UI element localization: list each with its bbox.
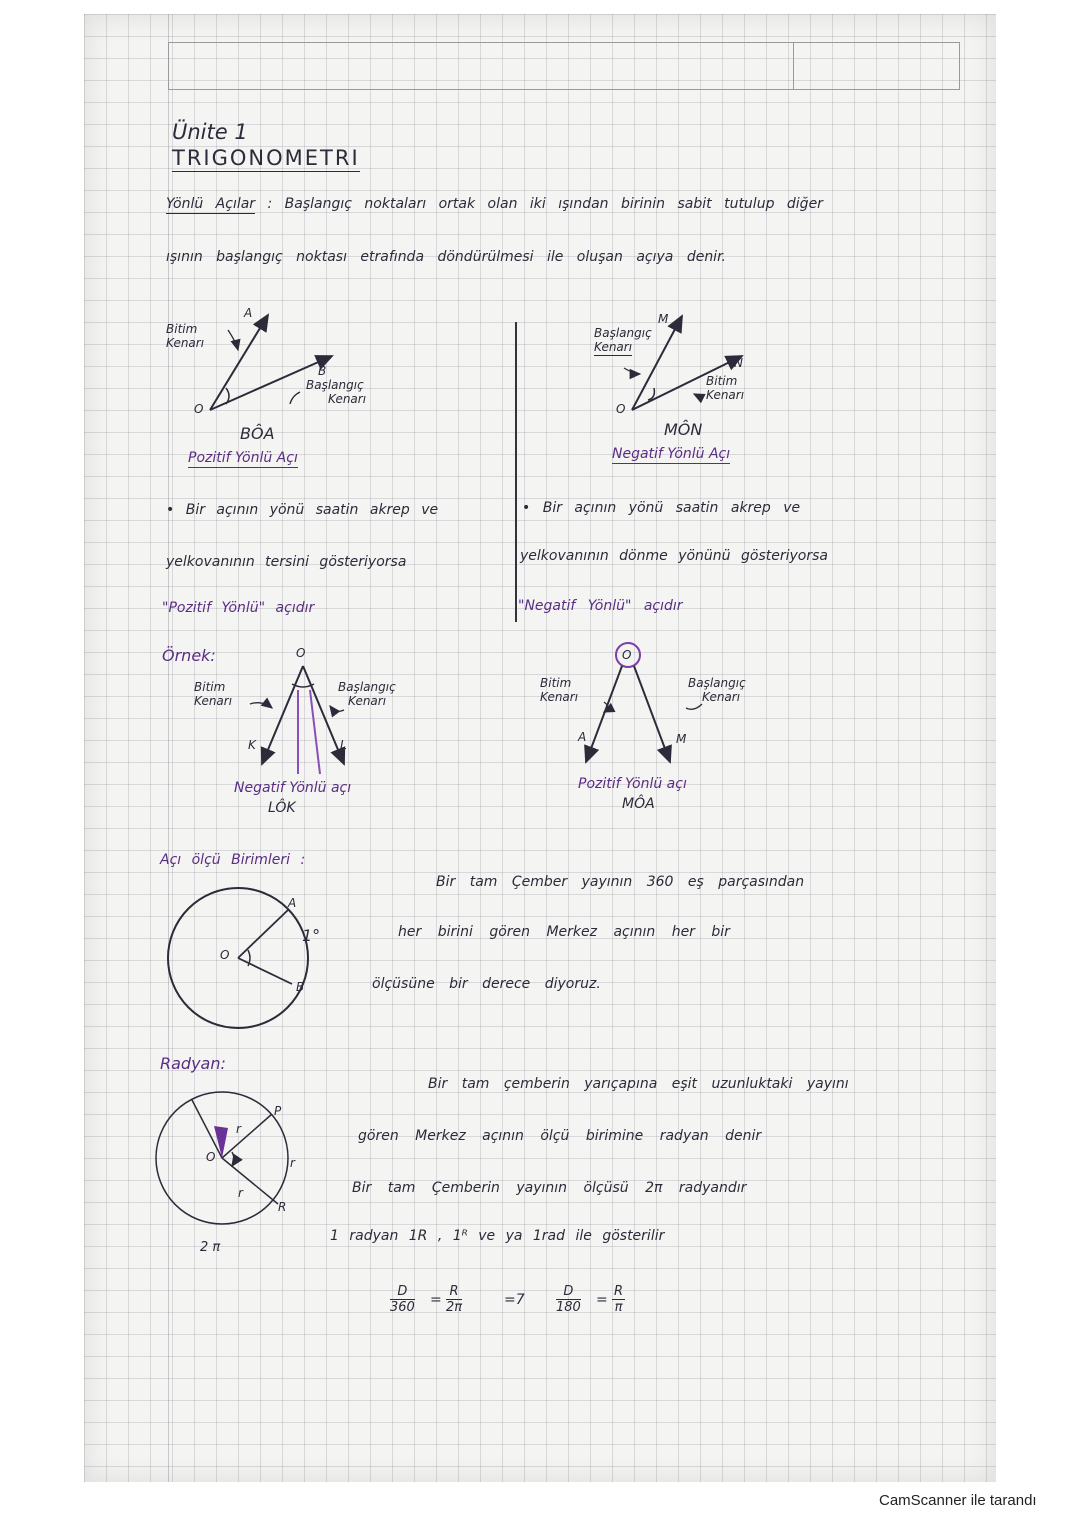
- formula-implies: =7: [504, 1292, 525, 1308]
- scanner-footer: CamScanner ile tarandı: [879, 1492, 1037, 1509]
- ex-left-bitim-label: Bitim Kenarı: [194, 680, 233, 708]
- example-heading: Örnek:: [162, 646, 216, 665]
- ex-left-point-o: O: [296, 646, 306, 660]
- ex-left-point-k: K: [248, 738, 256, 752]
- units-heading: Açı ölçü Birimleri :: [160, 852, 306, 868]
- right-angle-name: MÔN: [664, 420, 703, 439]
- ex-right-point-a: A: [578, 730, 587, 744]
- radian-r-3: r: [238, 1186, 243, 1200]
- left-caption: Pozitif Yönlü Açı: [188, 450, 298, 466]
- formula-eq-1: =: [430, 1292, 442, 1308]
- definition-text-1: : Başlangıç noktaları ortak olan iki ışından birinin sabit tutulup diğer: [267, 196, 823, 212]
- radian-text-4: 1 radyan 1R , 1ᴿ ve ya 1rad ile gösterilir: [330, 1228, 665, 1244]
- radian-bottom: 2 π: [200, 1240, 221, 1255]
- left-point-a: A: [244, 306, 253, 320]
- radian-text-1: Bir tam çemberin yarıçapına eşit uzunluktaki yayını: [428, 1076, 849, 1092]
- radian-text-3: Bir tam Çemberin yayının ölçüsü 2π radyandır: [352, 1180, 747, 1196]
- units-point-a: A: [288, 896, 297, 910]
- left-point-b: B: [318, 364, 327, 378]
- right-point-n: N: [734, 356, 743, 370]
- definition-line-2: ışının başlangıç noktası etrafında döndürülmesi ile oluşan açıya denir.: [166, 249, 726, 265]
- radian-circle: [156, 1092, 288, 1224]
- ex-right-bitim-label: Bitim Kenarı: [540, 676, 579, 704]
- right-bullet-2: yelkovanının dönme yönünü gösteriyorsa: [520, 548, 828, 564]
- units-text-1: Bir tam Çember yayının 360 eş parçasından: [436, 874, 805, 890]
- fraction-r-2pi: $\frac{R}{2\pi}$: [446, 1284, 463, 1315]
- formula-eq-2: =: [596, 1292, 608, 1308]
- radian-text-2: gören Merkez açının ölçü birimine radyan denir: [358, 1128, 762, 1144]
- radian-r-1: r: [236, 1122, 241, 1136]
- left-bullet-1: • Bir açının yönü saatin akrep ve: [166, 502, 439, 518]
- ex-right-point-o: O: [622, 648, 632, 662]
- units-point-b: B: [296, 980, 305, 994]
- ex-right-angle: MÔA: [622, 796, 655, 812]
- units-text-2: her birini gören Merkez açının her bir: [398, 924, 730, 940]
- left-bullet-3: "Pozitif Yönlü" açıdır: [162, 600, 315, 616]
- unit-label: Ünite 1: [172, 120, 248, 144]
- units-degree: 1°: [302, 926, 321, 945]
- example-negative-diagram: [250, 666, 344, 774]
- right-caption: Negatif Yönlü Açı: [612, 446, 731, 462]
- ex-right-caption: Pozitif Yönlü açı: [578, 776, 687, 792]
- right-bitim-label: Bitim Kenarı: [706, 374, 745, 402]
- right-point-m: M: [658, 312, 669, 326]
- units-point-o: O: [220, 948, 230, 962]
- radian-r-2: r: [290, 1156, 295, 1170]
- ex-right-point-m: M: [676, 732, 687, 746]
- left-bitim-label: Bitim Kenarı: [166, 322, 205, 350]
- left-point-o: O: [194, 402, 204, 416]
- left-baslangic-label: Başlangıç Kenarı: [306, 378, 367, 406]
- page-title: TRIGONOMETRI: [172, 146, 360, 170]
- units-text-3: ölçüsüne bir derece diyoruz.: [372, 976, 601, 992]
- right-bullet-1: • Bir açının yönü saatin akrep ve: [522, 500, 801, 516]
- right-baslangic-label: Başlangıç Kenarı: [594, 326, 652, 354]
- ex-right-baslangic-label: Başlangıç Kenarı: [688, 676, 746, 704]
- fraction-d-360: $\frac{D}{360}$: [390, 1284, 415, 1315]
- radian-point-r: R: [278, 1200, 287, 1214]
- left-angle-name: BÔA: [240, 424, 275, 443]
- radian-point-o: O: [206, 1150, 216, 1164]
- ex-left-angle: LÔK: [268, 800, 296, 816]
- ex-left-caption: Negatif Yönlü açı: [234, 780, 352, 796]
- radian-point-p: P: [274, 1104, 282, 1118]
- ex-left-baslangic-label: Başlangıç Kenarı: [338, 680, 396, 708]
- right-bullet-3: "Negatif Yönlü" açıdır: [518, 598, 683, 614]
- definition-term: Yönlü Açılar: [166, 196, 256, 212]
- ex-left-point-l: L: [340, 738, 347, 752]
- right-point-o: O: [616, 402, 626, 416]
- radian-heading: Radyan:: [160, 1054, 226, 1073]
- fraction-r-pi: $\frac{R}{\pi}$: [614, 1284, 624, 1315]
- degree-circle: [168, 888, 308, 1028]
- fraction-d-180: $\frac{D}{180}$: [556, 1284, 581, 1315]
- left-bullet-2: yelkovanının tersini gösteriyorsa: [166, 554, 407, 570]
